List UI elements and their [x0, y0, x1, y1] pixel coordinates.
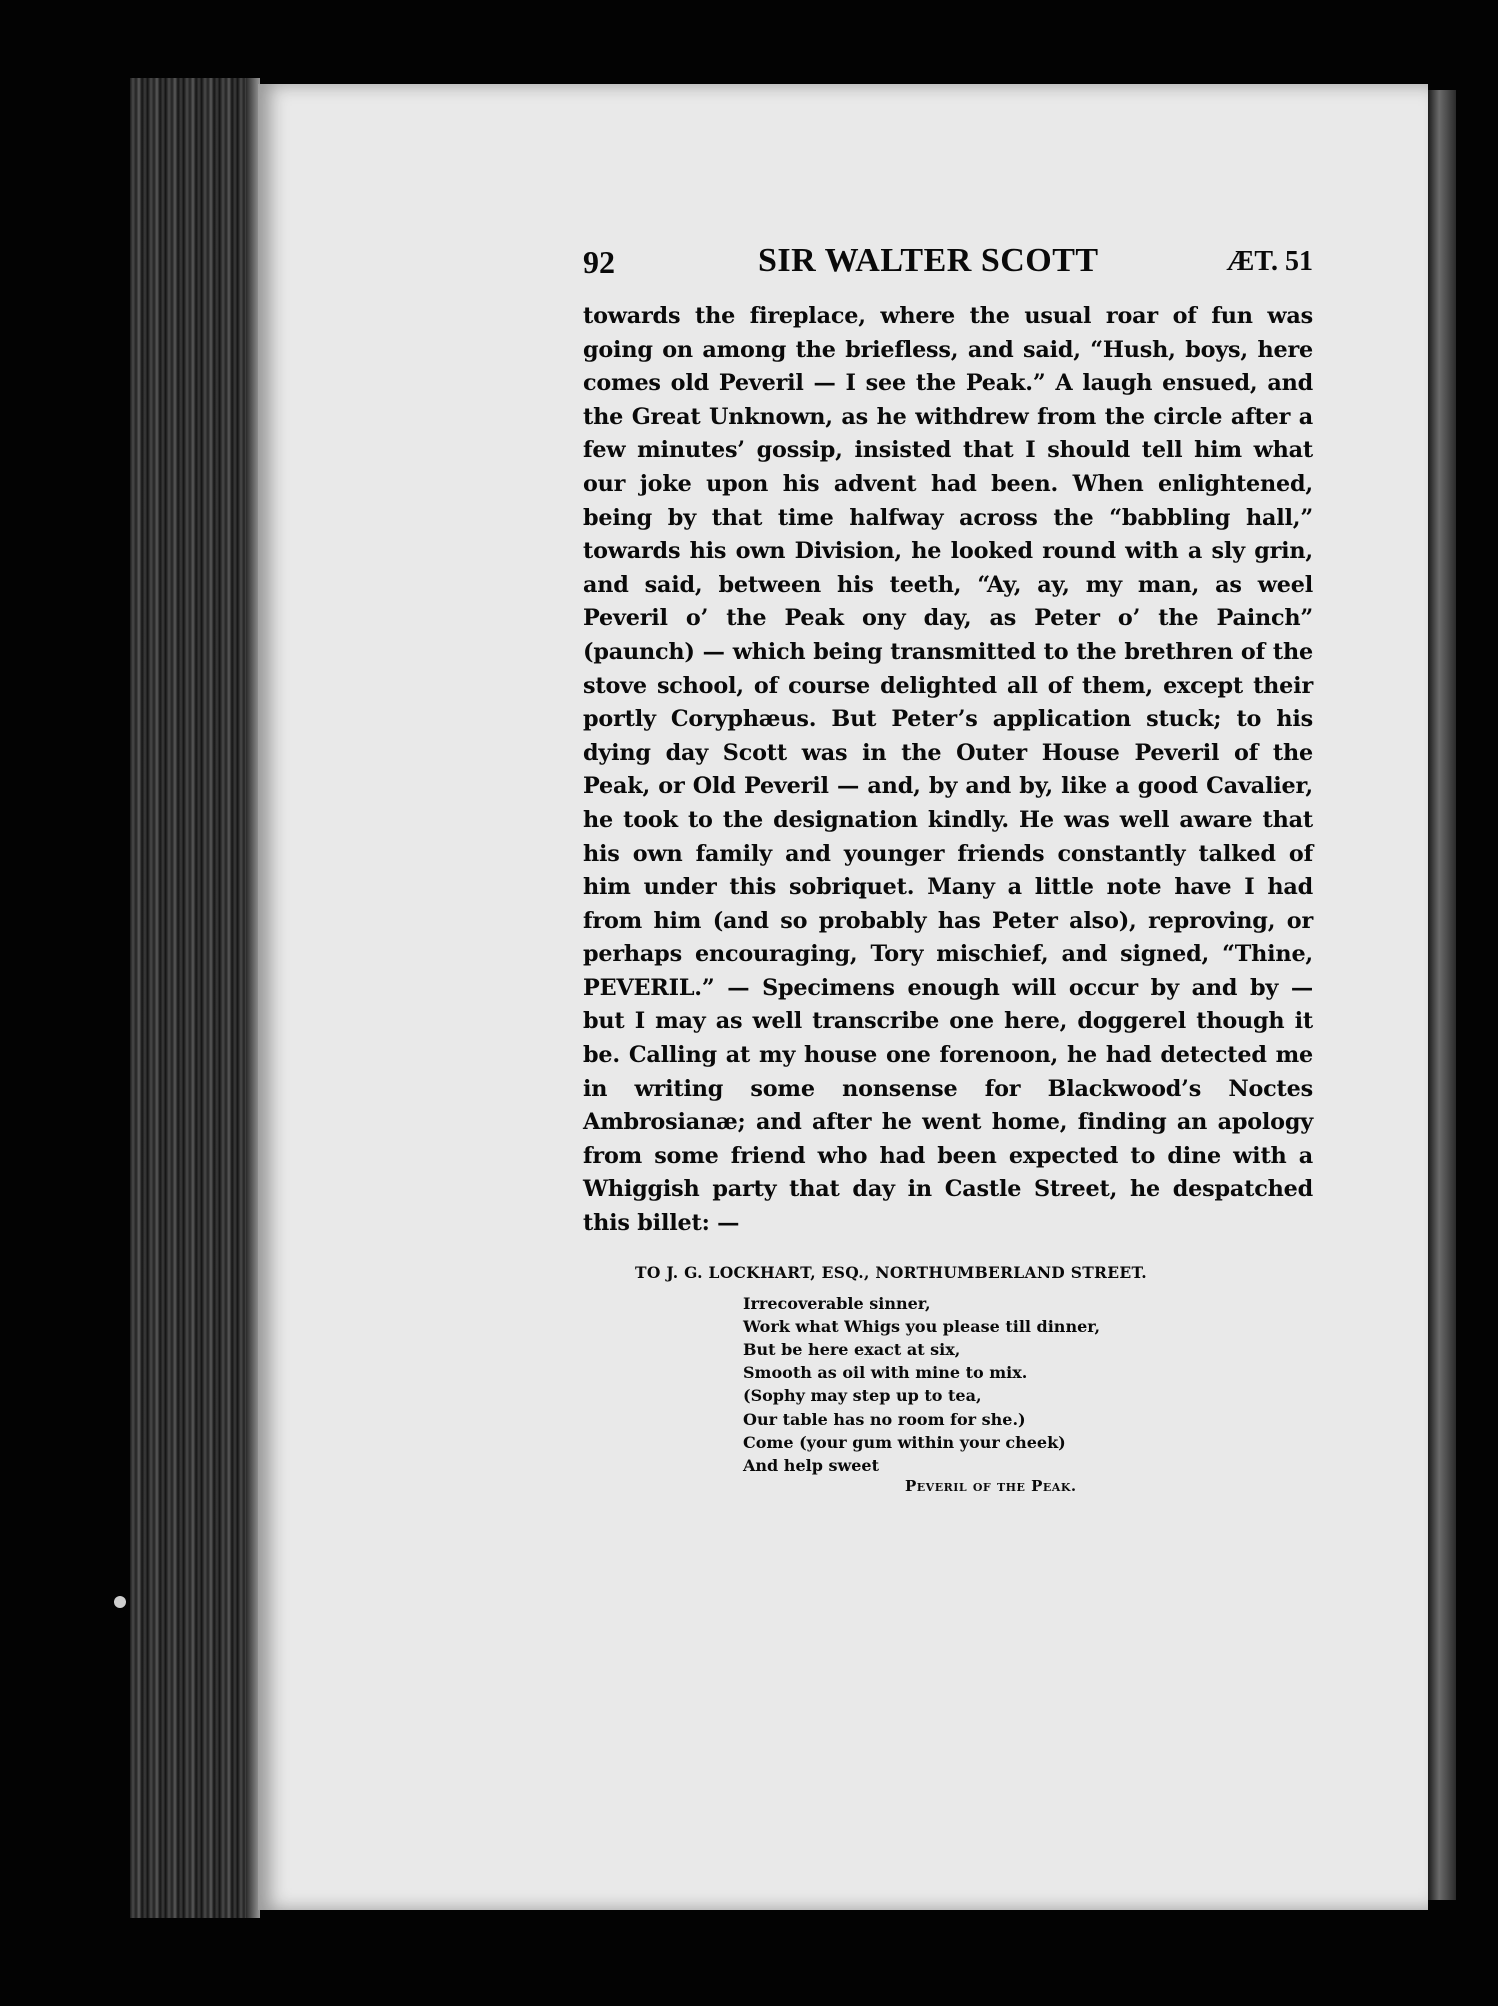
verse-line: Irrecoverable sinner,: [743, 1293, 931, 1313]
verse-line: Our table has no room for she.): [743, 1409, 1026, 1429]
age-marker: ÆT. 51: [1226, 246, 1313, 277]
page-content: [583, 238, 1313, 1495]
body-text: [583, 300, 1313, 1241]
verse-line: Come (your gum within your cheek): [743, 1432, 1066, 1452]
body-paragraph: towards the fireplace, where the usual roar of fun was going on among the briefless, and said, “Hush, boys, here comes old Peveril — I see the Peak.” A laugh ensued, and the Great Unknown, as he withdrew from the circle after a few minutes’ gossip, insisted that I should tell him what our joke upon his advent had been. When enlightened, being by that time halfway across the “babbling hall,” towards his own Division, he looked round with a sly grin, and said, between his teeth, “Ay, ay, my man, as weel Peveril o’ the Peak ony day, as Peter o’ the Painch” (paunch) — which being transmitted to the brethren of the stove school, of course delighted all of them, except their portly Coryphæus. But Peter’s application stuck; to his dying day Scott was in the Outer House Peveril of the Peak, or Old Peveril — and, by and by, like a good Cavalier, he took to the designation kindly. He was well aware that his own family and younger friends constantly talked of him under this sobriquet. Many a little note have I had from him (and so probably has Peter also), reproving, or perhaps encouraging, Tory mischief, and signed, “Thine, PEVERIL.” — Specimens enough will occur by and by — but I may as well transcribe one here, doggerel though it be. Calling at my house one forenoon, he had detected me in writing some nonsense for Blackwood’s Noctes Ambrosianæ; and after he went home, finding an apology from some friend who had been expected to dine with a Whiggish party that day in Castle Street, he despatched this billet: —: [583, 303, 1313, 1237]
verse-line: But be here exact at six,: [743, 1340, 961, 1360]
letter-address: TO J. G. LOCKHART, ESQ., NORTHUMBERLAND STREET.: [635, 1262, 1147, 1282]
verse-block: [743, 1292, 1313, 1478]
verse-line: And help sweet: [743, 1456, 879, 1476]
dust-speck: [114, 1596, 126, 1608]
running-title: SIR WALTER SCOTT: [758, 242, 1099, 279]
book-spine-edge: [130, 78, 260, 1918]
letter-signature: Peveril of the Peak.: [905, 1477, 1077, 1496]
facing-page-edge: [1428, 90, 1456, 1900]
page-number: 92: [583, 244, 615, 280]
verse-line: (Sophy may step up to tea,: [743, 1386, 982, 1406]
verse-line: Work what Whigs you please till dinner,: [743, 1316, 1101, 1336]
running-header: [583, 238, 1313, 288]
verse-line: Smooth as oil with mine to mix.: [743, 1363, 1028, 1383]
